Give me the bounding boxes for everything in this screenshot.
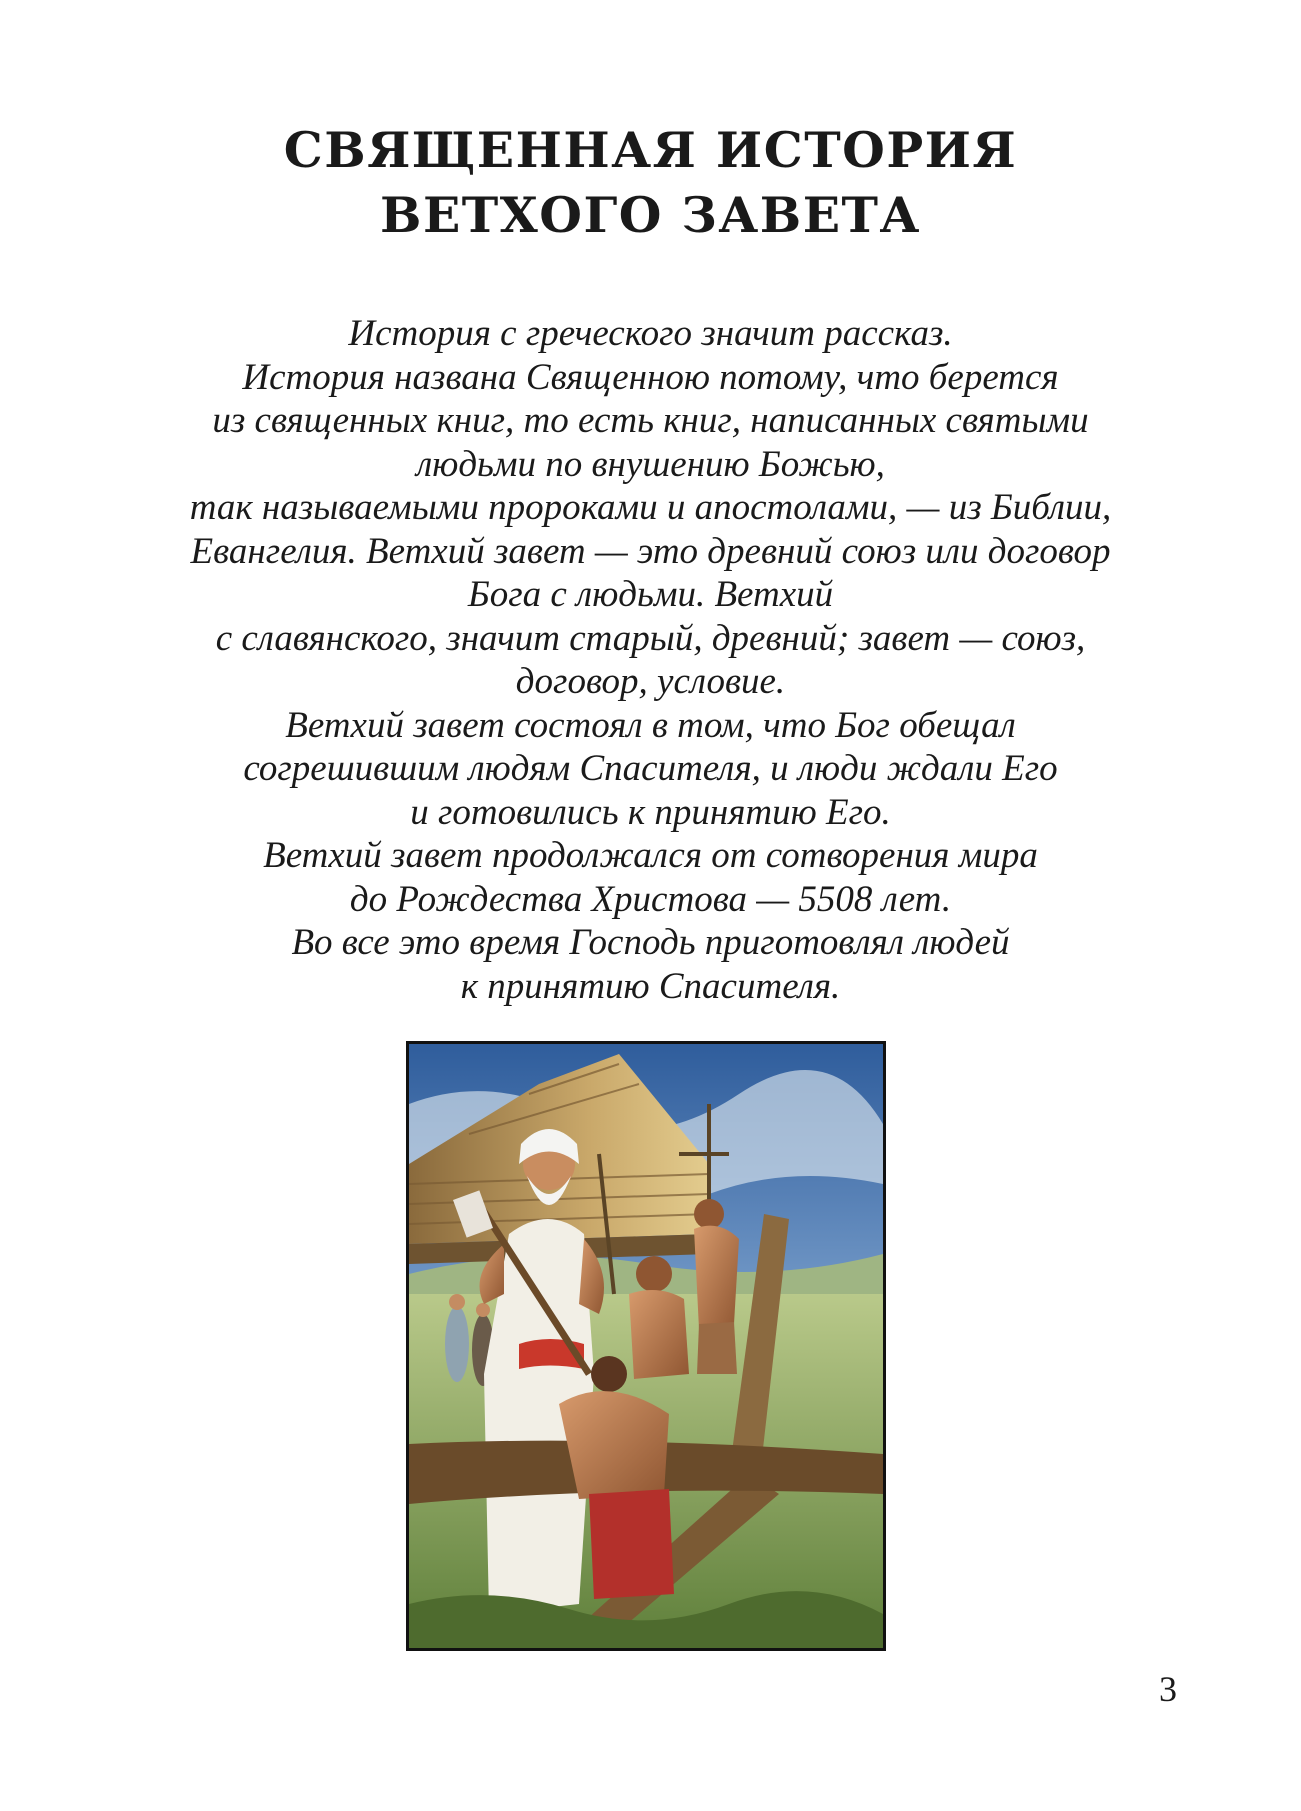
page-number: 3 — [1159, 1669, 1177, 1709]
page-title-line-2: ВЕТХОГО ЗАВЕТА — [380, 186, 921, 244]
intro-line: Ветхий завет продолжался от сотворения мира — [263, 835, 1038, 876]
intro-line: Евангелия. Ветхий завет — это древний союз или договор — [190, 530, 1111, 572]
intro-line: Во все это время Господь приготовлял людей — [291, 922, 1010, 963]
page-title-line-1: СВЯЩЕННАЯ ИСТОРИЯ — [283, 121, 1018, 179]
intro-line: История названа Священною потому, что берется — [242, 356, 1059, 398]
noah-building-ark-illustration — [406, 1041, 886, 1651]
intro-line: Ветхий завет состоял в том, что Бог обещал — [285, 704, 1016, 746]
intro-line: к принятию Спасителя. — [460, 965, 841, 1007]
intro-line: с славянского, значит старый, древний; завет — союз, — [215, 617, 1086, 659]
intro-line: так называемыми пророками и апостолами, — из Библии, — [189, 487, 1112, 528]
intro-text — [0, 312, 1301, 1008]
noah-ark-painting-icon — [409, 1044, 883, 1648]
intro-line: согрешившим людям Спасителя, и люди ждали Его — [243, 748, 1058, 789]
intro-line: до Рождества Христова — 5508 лет. — [349, 878, 952, 920]
intro-line: договор, условие. — [515, 661, 786, 702]
intro-line: Бога с людьми. Ветхий — [467, 574, 834, 615]
intro-line: История с греческого значит рассказ. — [348, 313, 953, 354]
intro-line: из священных книг, то есть книг, написанных святыми — [212, 400, 1089, 441]
intro-line: людьми по внушению Божью, — [416, 443, 885, 485]
intro-line: и готовились к принятию Его. — [410, 791, 891, 833]
page-title — [0, 118, 1301, 248]
